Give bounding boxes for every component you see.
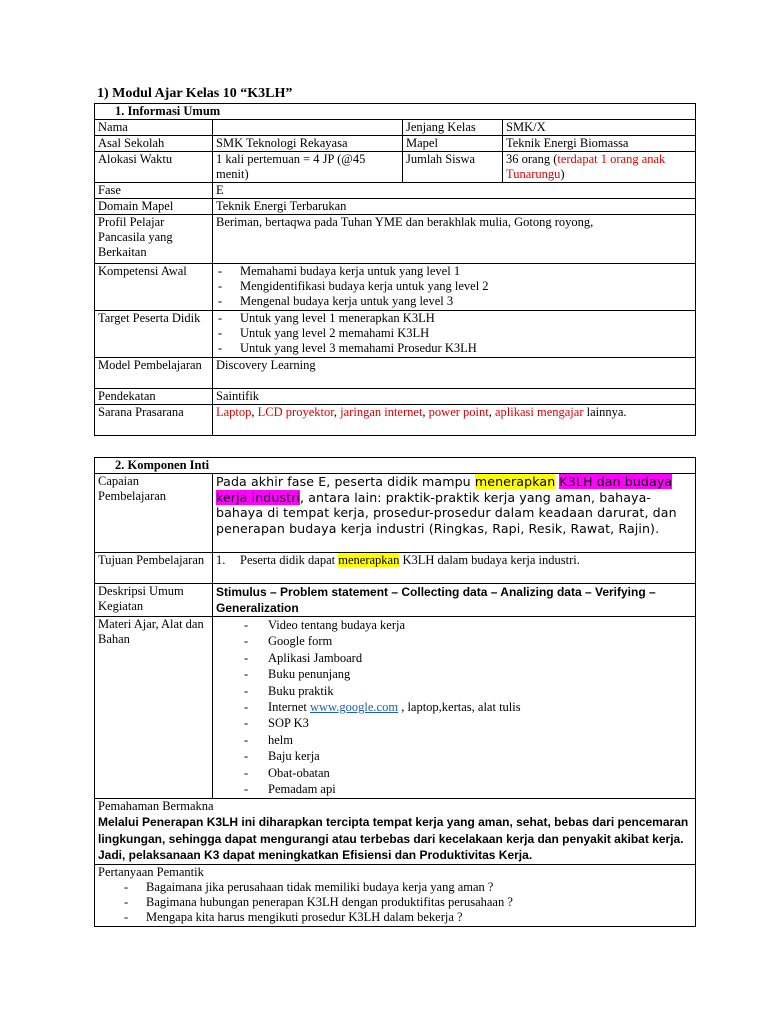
sarana-item: Laptop [216,405,252,419]
jenjang-label: Jenjang Kelas [403,120,503,136]
mapel-value: Teknik Energi Biomassa [503,136,696,152]
list-item: - Untuk yang level 1 menerapkan K3LH [216,311,692,326]
target-peserta-label: Target Peserta Didik [95,311,213,358]
list-item: - Aplikasi Jamboard [216,650,692,666]
list-item: - Obat-obatan [216,765,692,781]
deskripsi-umum-value: Stimulus – Problem statement – Collecting data – Analizing data – Verifying – Generalization [213,584,696,617]
kompetensi-awal-list-cell [213,264,696,311]
list-item: - Untuk yang level 2 memahami K3LH [216,326,692,341]
pemahaman-bermakna-value: Melalui Penerapan K3LH ini diharapkan tercipta tempat kerja yang aman, sehat, bebas dari pencemaran lingkungan, sehingga dapat mengurangi atau terbebas dari kecelakaan kerja dan penyakit akibat kerja. Jadi, pelaksanaan K3 dapat meningkatkan Efisiensi dan Produktivitas Kerja. [98,815,689,862]
capaian-text: Pada akhir fase E, peserta didik mampu [216,474,475,489]
pendekatan-value: Saintifik [213,389,696,405]
jumlah-siswa-close: ) [560,167,565,181]
tujuan-text-rest: K3LH dalam budaya kerja industri. [399,553,580,567]
sarana-item: power point [428,405,489,419]
nama-value [213,120,403,136]
sarana-sep: , [333,405,341,419]
pemahaman-bermakna-label: Pemahaman Bermakna [98,799,214,813]
capaian-pembelajaran-label: Capaian Pembelajaran [95,474,213,553]
nama-label: Nama [95,120,213,136]
list-item: - Memahami budaya kerja untuk yang level 1 [216,264,692,279]
capaian-highlight-magenta: K3LH dan budaya kerja industri [216,474,673,505]
domain-mapel-value: Teknik Energi Terbarukan [213,199,696,215]
target-peserta-list [216,311,692,356]
list-item: - Mengidentifikasi budaya kerja untuk yang level 2 [216,279,692,294]
capaian-highlight-yellow: menerapkan [474,474,556,489]
list-item [216,699,692,715]
model-pembelajaran-label: Model Pembelajaran [95,358,213,389]
list-item: - Buku penunjang [216,666,692,682]
jumlah-siswa-value [503,152,696,183]
google-link[interactable]: www.google.com [310,700,399,715]
sarana-prasarana-value [213,405,696,436]
asal-sekolah-label: Asal Sekolah [95,136,213,152]
materi-ajar-label: Materi Ajar, Alat dan Bahan [95,617,213,799]
sarana-item: aplikasi mengajar [494,405,584,419]
list-item: - Bagaimana jika perusahaan tidak memiliki budaya kerja yang aman ? [122,880,692,895]
pertanyaan-pemantik-label: Pertanyaan Pemantik [98,865,204,879]
pertanyaan-pemantik-cell [95,865,696,927]
list-item: - Mengenal budaya kerja untuk yang level 3 [216,294,692,309]
model-pembelajaran-value: Discovery Learning [213,358,696,389]
list-item: - Pemadam api [216,781,692,797]
document-title: 1) Modul Ajar Kelas 10 “K3LH” [97,86,293,101]
pendekatan-label: Pendekatan [95,389,213,405]
target-peserta-list-cell [213,311,696,358]
jumlah-siswa-count: 36 orang ( [506,152,558,166]
jumlah-siswa-label: Jumlah Siswa [403,152,503,183]
list-item: - Baju kerja [216,748,692,764]
tujuan-pembelajaran-value [213,553,696,584]
jenjang-value: SMK/X [503,120,696,136]
sarana-sep: , [251,405,258,419]
deskripsi-umum-label: Deskripsi Umum Kegiatan [95,584,213,617]
list-item: - Google form [216,633,692,649]
alokasi-waktu-label: Alokasi Waktu [95,152,213,183]
profil-pelajar-label: Profil Pelajar Pancasila yang Berkaitan [95,215,213,264]
list-item: - SOP K3 [216,715,692,731]
list-item: - Bagimana hubungan penerapan K3LH dengan produktifitas perusahaan ? [122,895,692,910]
sarana-prasarana-label: Sarana Prasarana [95,405,213,436]
sarana-item: jaringan internet [340,405,423,419]
informasi-umum-table [94,103,696,436]
capaian-pembelajaran-value [213,474,696,553]
fase-label: Fase [95,183,213,199]
sarana-tail: lainnya. [583,405,627,419]
kompetensi-awal-list [216,264,692,309]
domain-mapel-label: Domain Mapel [95,199,213,215]
list-item: - Untuk yang level 3 memahami Prosedur K3LH [216,341,692,356]
pertanyaan-pemantik-list [98,880,692,925]
capaian-text-rest: , antara lain: praktik-praktik kerja yang aman, bahaya-bahaya di tempat kerja, prosedur-prosedur dalam keadaan darurat, dan penerapan budaya kerja industri (Ringkas, Rapi, Resik, Rawat, Rajin). [216,489,677,536]
tujuan-number: 1. [216,553,226,567]
mapel-label: Mapel [403,136,503,152]
internet-label: Internet [268,700,310,715]
jumlah-siswa-note: terdapat 1 orang anak Tunarungu [506,152,666,181]
materi-ajar-list-cell [213,617,696,799]
pemahaman-bermakna-cell [95,799,696,865]
kompetensi-awal-label: Kompetensi Awal [95,264,213,311]
tujuan-text: Peserta didik dapat [240,553,339,567]
list-item: - helm [216,732,692,748]
fase-value: E [213,183,696,199]
section-2-heading: 2. Komponen Inti [95,458,696,474]
list-item: - Buku praktik [216,683,692,699]
internet-tail: , laptop,kertas, alat tulis [398,700,521,715]
alokasi-waktu-value: 1 kali pertemuan = 4 JP (@45 menit) [213,152,403,183]
profil-pelajar-value: Beriman, bertaqwa pada Tuhan YME dan berakhlak mulia, Gotong royong, [213,215,696,264]
sarana-item: LCD proyektor [257,405,334,419]
list-item: - Mengapa kita harus mengikuti prosedur K3LH dalam bekerja ? [122,910,692,925]
tujuan-pembelajaran-label: Tujuan Pembelajaran [95,553,213,584]
section-1-heading: 1. Informasi Umum [95,104,696,120]
list-item: - Video tentang budaya kerja [216,617,692,633]
sarana-sep: , [422,405,429,419]
asal-sekolah-value: SMK Teknologi Rekayasa [213,136,403,152]
tujuan-highlight: menerapkan [338,553,400,567]
komponen-inti-table [94,457,696,927]
materi-ajar-list [216,617,692,797]
sarana-sep: , [488,405,495,419]
